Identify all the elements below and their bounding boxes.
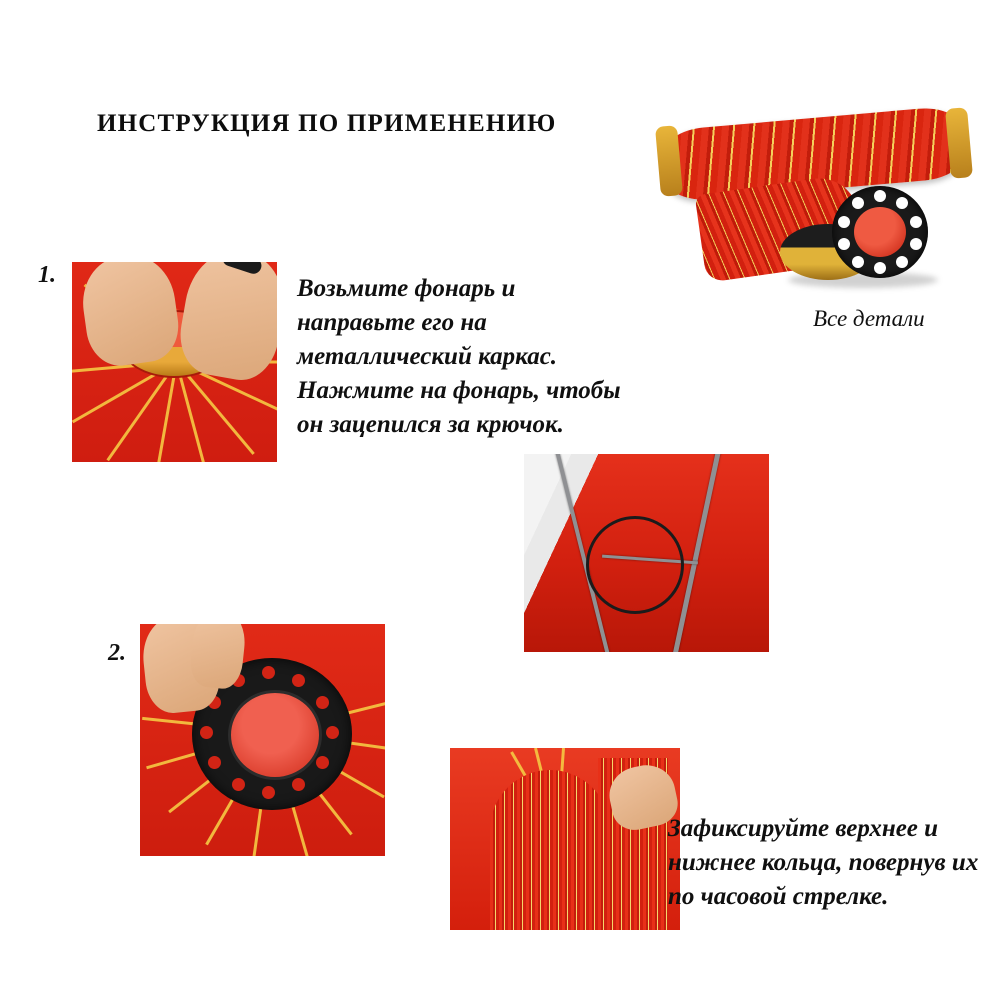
ring-hole [910,216,922,228]
ring-hole [292,674,305,687]
step-3-text: Зафиксируйте верхнее и нижнее кольца, повернув их по часовой стрелке. [668,815,979,910]
ring-hole [896,197,908,209]
photo-all-parts [648,104,978,304]
photo-black-ring-assembly [140,624,385,856]
highlight-circle [586,516,684,614]
page-title: ИНСТРУКЦИЯ ПО ПРИМЕНЕНИЮ [97,110,557,137]
step-1-number: 1. [38,262,56,288]
photo-hook-closeup [524,454,769,652]
ring-hole [262,786,275,799]
step-2-number: 2. [108,640,126,666]
ring-hole [200,726,213,739]
ring-hole [292,778,305,791]
ring-hole [208,756,221,769]
black-ring-center [854,207,906,257]
ring-hole [326,726,339,739]
photo-lantern-on-frame [72,262,277,462]
ring-hole [874,190,886,202]
bundle-cap-right [945,107,973,179]
black-ring [832,186,928,278]
ring-hole [910,238,922,250]
ring-hole [896,256,908,268]
caption-all-parts: Все детали [813,306,925,331]
hand-left [77,262,183,370]
ring-hole [874,262,886,274]
ring-hole [316,696,329,709]
ring-hole [316,756,329,769]
ring-hole [852,197,864,209]
ring-hole [838,238,850,250]
ring-hole [232,778,245,791]
ring-hole [852,256,864,268]
ring-hole [838,216,850,228]
photo-tassel-in-hand [450,748,680,930]
ring-hole [262,666,275,679]
red-inner-disc [228,690,322,780]
tassel-fringe [490,770,610,930]
step-1-text: Возьмите фонарь и направьте его на металлический каркас. Нажмите на фонарь, чтобы он зацепился за крючок. [297,275,621,438]
